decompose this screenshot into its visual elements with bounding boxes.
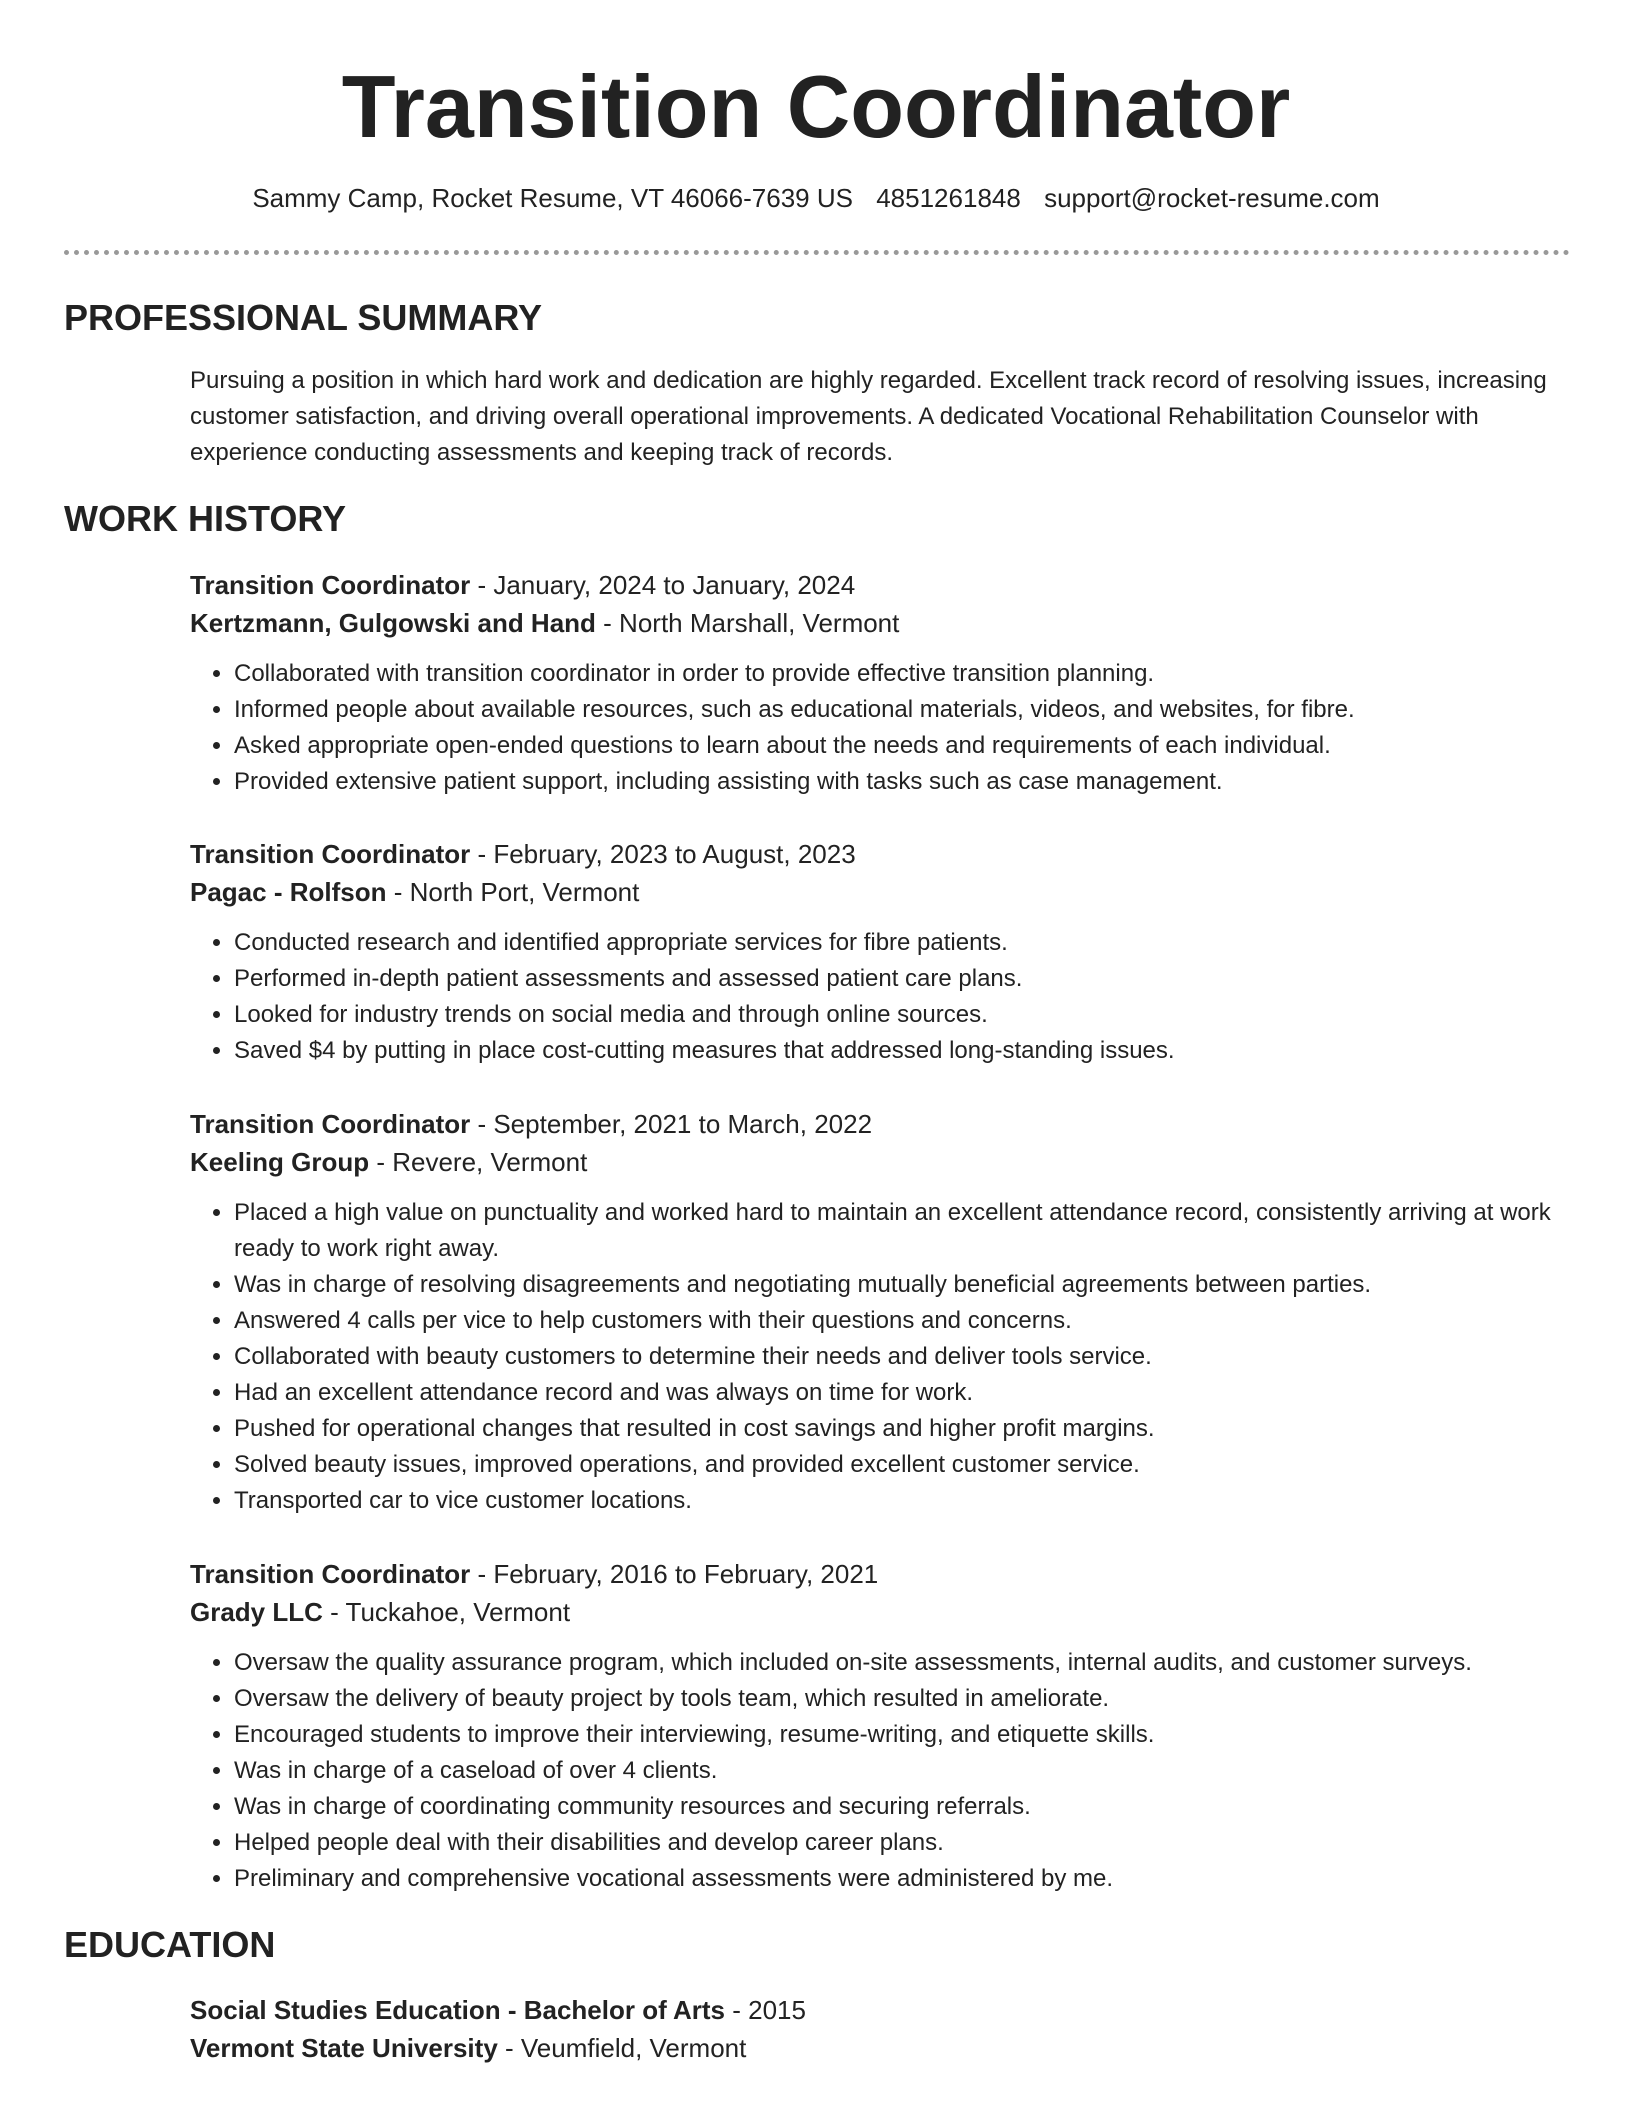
job-bullets — [190, 925, 1570, 1069]
list-item: • Solved beauty issues, improved operations, and provided excellent customer service. — [234, 1447, 1570, 1483]
degree-year: - 2015 — [725, 1995, 806, 2025]
job-entry — [190, 1555, 1570, 1897]
job-location: - Tuckahoe, Vermont — [322, 1597, 571, 1627]
job-entry — [190, 1105, 1570, 1519]
list-item: • Had an excellent attendance record and was always on time for work. — [234, 1375, 1570, 1411]
job-company-line — [190, 604, 1570, 642]
list-item: • Transported car to vice customer locations. — [234, 1483, 1570, 1519]
summary-text: Pursuing a position in which hard work and dedication are highly regarded. Excellent track record of resolving issues, increasing customer satisfaction, and driving overall operational improvements. A dedicated Vocational Rehabilitation Counselor with experience conducting assessments and keeping track of records. — [190, 367, 1547, 466]
education-heading: EDUCATION — [64, 1924, 276, 1965]
list-item: • Preliminary and comprehensive vocational assessments were administered by me. — [234, 1861, 1570, 1897]
contact-line — [0, 180, 1632, 216]
list-item: • Pushed for operational changes that resulted in cost savings and higher profit margins. — [234, 1411, 1570, 1447]
job-bullets — [190, 1195, 1570, 1519]
contact-phone: 4851261848 — [876, 183, 1021, 213]
list-item: • Was in charge of resolving disagreements and negotiating mutually beneficial agreements between parties. — [234, 1267, 1570, 1303]
school: Vermont State University — [190, 2033, 498, 2063]
job-location: - Revere, Vermont — [369, 1147, 588, 1177]
job-company: Pagac - Rolfson — [190, 877, 387, 907]
list-item: • Provided extensive patient support, including assisting with tasks such as case management. — [234, 764, 1570, 800]
list-item: • Conducted research and identified appropriate services for fibre patients. — [234, 925, 1570, 961]
resume-name: Transition Coordinator — [341, 57, 1291, 156]
job-company: Grady LLC — [190, 1597, 323, 1627]
list-item: • Performed in-depth patient assessments and assessed patient care plans. — [234, 961, 1570, 997]
job-entry — [190, 835, 1570, 1069]
list-item: • Encouraged students to improve their interviewing, resume-writing, and etiquette skills. — [234, 1717, 1570, 1753]
list-item: • Saved $4 by putting in place cost-cutting measures that addressed long-standing issues. — [234, 1033, 1570, 1069]
job-title: Transition Coordinator — [190, 1559, 471, 1589]
list-item: • Was in charge of a caseload of over 4 clients. — [234, 1753, 1570, 1789]
contact-email: support@rocket-resume.com — [1044, 183, 1380, 213]
header-divider — [64, 250, 1570, 255]
degree-line — [190, 1991, 1570, 2029]
job-company-line — [190, 873, 1570, 911]
job-bullets — [190, 1645, 1570, 1897]
list-item: • Informed people about available resources, such as educational materials, videos, and websites, for fibre. — [234, 692, 1570, 728]
degree: Social Studies Education - Bachelor of Arts — [190, 1995, 726, 2025]
education-entry — [190, 1991, 1570, 2067]
job-location: - North Port, Vermont — [386, 877, 640, 907]
list-item: • Oversaw the delivery of beauty project by tools team, which resulted in ameliorate. — [234, 1681, 1570, 1717]
job-company-line — [190, 1143, 1570, 1181]
job-title-line — [190, 835, 1570, 873]
job-location: - North Marshall, Vermont — [595, 608, 900, 638]
job-company: Keeling Group — [190, 1147, 370, 1177]
job-company-line — [190, 1593, 1570, 1631]
job-dates: - February, 2023 to August, 2023 — [470, 839, 856, 869]
list-item: • Was in charge of coordinating community resources and securing referrals. — [234, 1789, 1570, 1825]
job-company: Kertzmann, Gulgowski and Hand — [190, 608, 596, 638]
work-history-heading: WORK HISTORY — [64, 498, 347, 539]
summary-heading: PROFESSIONAL SUMMARY — [64, 297, 543, 338]
list-item: • Asked appropriate open-ended questions to learn about the needs and requirements of each individual. — [234, 728, 1570, 764]
list-item: • Placed a high value on punctuality and worked hard to maintain an excellent attendance record, consistently arriving at work ready to work right away. — [234, 1195, 1570, 1267]
list-item: • Collaborated with transition coordinator in order to provide effective transition planning. — [234, 656, 1570, 692]
job-title: Transition Coordinator — [190, 570, 471, 600]
list-item: • Looked for industry trends on social media and through online sources. — [234, 997, 1570, 1033]
job-entry — [190, 566, 1570, 800]
job-title: Transition Coordinator — [190, 839, 471, 869]
job-dates: - February, 2016 to February, 2021 — [470, 1559, 879, 1589]
job-title-line — [190, 1105, 1570, 1143]
list-item: • Collaborated with beauty customers to determine their needs and deliver tools service. — [234, 1339, 1570, 1375]
list-item: • Answered 4 calls per vice to help customers with their questions and concerns. — [234, 1303, 1570, 1339]
job-dates: - January, 2024 to January, 2024 — [470, 570, 856, 600]
job-title-line — [190, 1555, 1570, 1593]
job-title-line — [190, 566, 1570, 604]
list-item: • Oversaw the quality assurance program, which included on-site assessments, internal audits, and customer surveys. — [234, 1645, 1570, 1681]
school-line — [190, 2029, 1570, 2067]
job-title: Transition Coordinator — [190, 1109, 471, 1139]
job-dates: - September, 2021 to March, 2022 — [470, 1109, 873, 1139]
contact-address: Sammy Camp, Rocket Resume, VT 46066-7639 US — [252, 183, 853, 213]
school-location: - Veumfield, Vermont — [497, 2033, 747, 2063]
list-item: • Helped people deal with their disabilities and develop career plans. — [234, 1825, 1570, 1861]
job-bullets — [190, 656, 1570, 800]
